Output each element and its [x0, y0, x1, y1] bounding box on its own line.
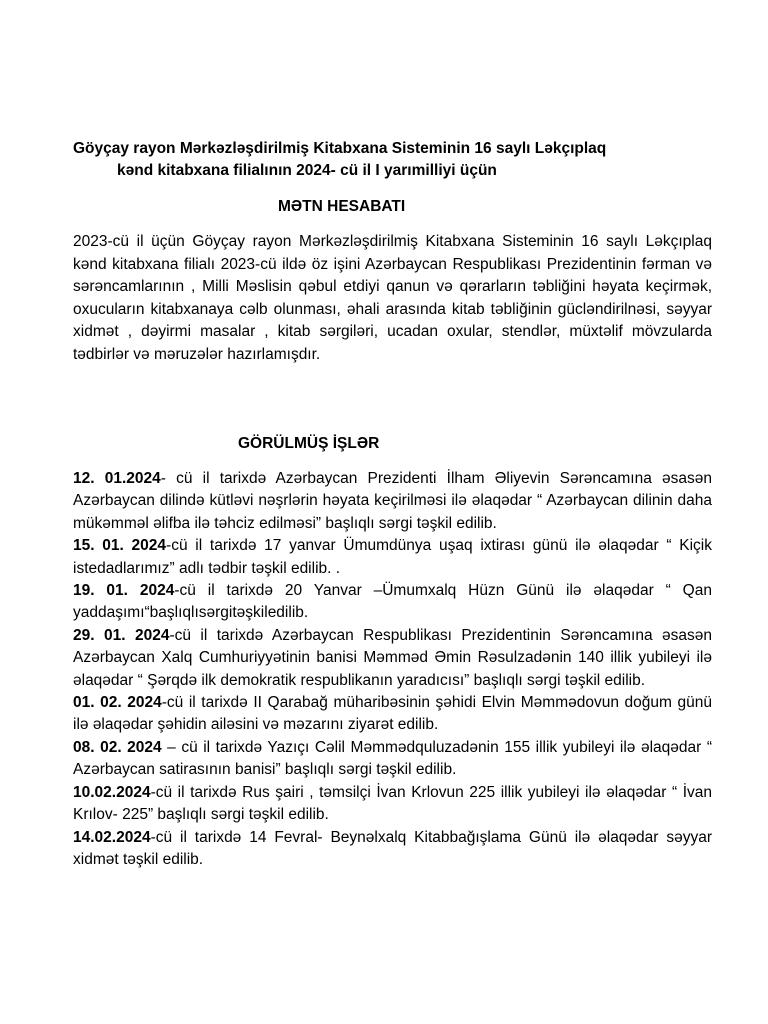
activity-entry: [73, 692, 712, 737]
activity-date: 15. 01. 2024: [73, 537, 167, 555]
activity-list: [73, 468, 712, 871]
activity-entry: [73, 468, 712, 535]
activity-date: 29. 01. 2024: [73, 626, 170, 644]
activity-date: 12. 01.2024: [73, 470, 161, 487]
activity-text: -cü il tarixdə Azərbaycan Respublikası Prezidentinin Sərəncamına əsasən Azərbaycan Xalq Cumhuriyyətinin banisi Məmməd Əmin Rəsulzadənin 140 illik yubileyi ilə əlaqədar “ Şərqdə ilk demokratik respublikanın yaradıcısı” başlıqlı sərgi təşkil edilib.: [73, 626, 712, 689]
activity-entry: [73, 580, 712, 625]
intro-paragraph: 2023-cü il üçün Göyçay rayon Mərkəzləşdirilmiş Kitabxana Sisteminin 16 saylı Ləkçıplaq kənd kitabxana filialı 2023-cü ildə öz işini Azərbaycan Respublikası Prezidentinin fərman və sərəncamlarının , Milli Məslisin qəbul etdiyi qanun və qərarların təbliğini həyata keçirmək, oxucuların kitabxanaya cəlb olunması, əhali arasında kitab təbliğinin gücləndirilnəsi, səyyar xidmət , dəyirmi masalar , kitab sərgiləri, ucadan oxular, stendlər, müxtəlif mövzularda tədbirlər və məruzələr hazırlamışdır.: [73, 233, 712, 363]
activity-text: -cü il tarixdə 17 yanvar Ümumdünya uşaq ixtirası günü ilə əlaqədar “ Kiçik istedadlarımız” adlı tədbir təşkil edilib. .: [73, 537, 712, 577]
activity-entry: [73, 737, 712, 782]
activity-text: - cü il tarixdə Azərbaycan Prezidenti İlham Əliyevin Sərəncamına əsasən Azərbaycan dilində kütləvi nəşrlərin həyata keçirilməsi ilə əlaqədar “ Azərbaycan dilinin daha mükəmməl əlifba ilə təhciz edilməsi” başlıqlı sərgi təşkil edilib.: [73, 470, 712, 532]
activity-text: – cü il tarixdə Yazıçı Cəlil Məmmədquluzadənin 155 illik yubileyi ilə əlaqədar “ Azərbaycan satirasının banisi” başlıqlı sərgi təşkil edilib.: [73, 738, 712, 779]
activity-date: 01. 02. 2024: [73, 694, 162, 712]
work-done-heading: GÖRÜLMÜŞ İŞLƏR: [238, 435, 380, 452]
activity-text: -cü il tarixdə 20 Yanvar –Ümumxalq Hüzn Günü ilə əlaqədar “ Qan yaddaşımı“başlıqlısərgitəşkiledilib.: [73, 582, 712, 622]
activity-date: 08. 02. 2024: [73, 738, 162, 756]
document-title-line-1: Göyçay rayon Mərkəzləşdirilmiş Kitabxana Sisteminin 16 saylı Ləkçıplaq: [73, 140, 607, 157]
document-title-line-2: kənd kitabxana filialının 2024- cü il I yarımilliyi üçün: [117, 162, 497, 179]
activity-text: -cü il tarixdə Rus şairi , təmsilçi İvan Krlovun 225 illik yubileyi ilə əlaqədar “ İvan Krılov- 225” başlıqlı sərgi təşkil edilib.: [73, 783, 712, 824]
activity-date: 14.02.2024: [73, 828, 151, 846]
activity-text: -cü il tarixdə II Qarabağ müharibəsinin şəhidi Elvin Məmmədovun doğum günü ilə əlaqədar şəhidin ailəsini və məzarını ziyarət edilib.: [73, 694, 712, 734]
activity-entry: [73, 782, 712, 827]
activity-text: -cü il tarixdə 14 Fevral- Beynəlxalq Kitabbağışlama Günü ilə əlaqədar səyyar xidmət təşkil edilib.: [73, 828, 712, 868]
activity-entry: [73, 535, 712, 580]
activity-entry: [73, 827, 712, 872]
report-heading: MƏTN HESABATI: [278, 198, 406, 215]
activity-entry: [73, 625, 712, 692]
activity-date: 19. 01. 2024: [73, 582, 175, 600]
activity-date: 10.02.2024: [73, 783, 151, 801]
